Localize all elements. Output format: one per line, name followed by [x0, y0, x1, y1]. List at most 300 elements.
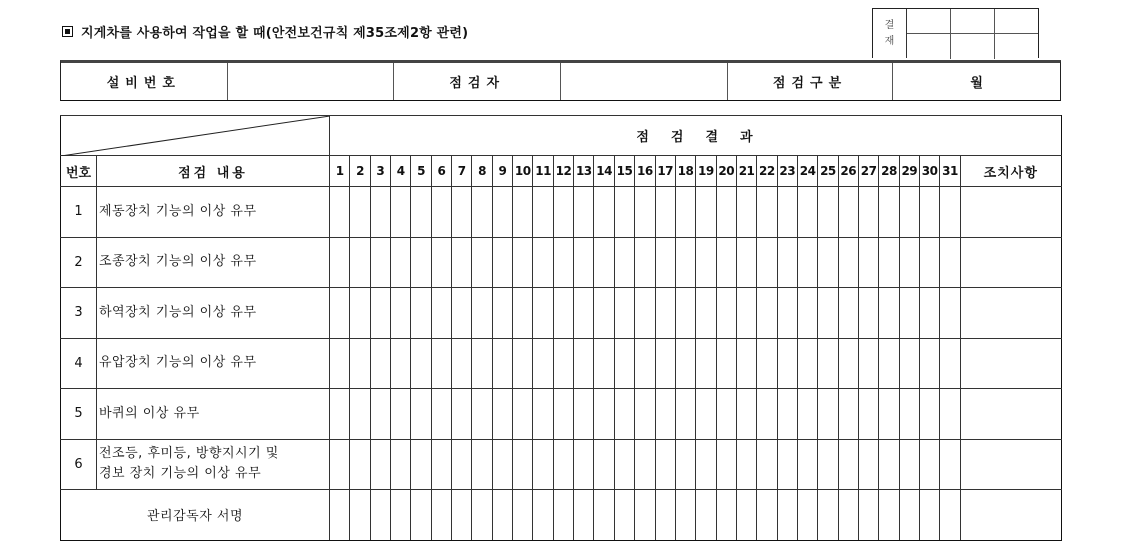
day-check-cell[interactable] — [736, 187, 756, 238]
day-check-cell[interactable] — [614, 389, 634, 440]
day-check-cell[interactable] — [940, 439, 960, 490]
day-column-header: 6 — [431, 156, 451, 187]
row-content: 하역장치 기능의 이상 유무 — [97, 288, 330, 339]
day-check-cell[interactable] — [350, 338, 370, 389]
day-check-cell[interactable] — [858, 237, 878, 288]
day-check-cell[interactable] — [675, 439, 695, 490]
day-check-cell[interactable] — [492, 490, 512, 541]
day-check-cell[interactable] — [635, 288, 655, 339]
day-check-cell[interactable] — [350, 187, 370, 238]
day-check-cell[interactable] — [716, 490, 736, 541]
row-content: 제동장치 기능의 이상 유무 — [97, 187, 330, 238]
day-check-cell[interactable] — [818, 288, 838, 339]
day-check-cell[interactable] — [350, 439, 370, 490]
day-check-cell[interactable] — [350, 389, 370, 440]
day-check-cell[interactable] — [513, 237, 533, 288]
day-check-cell[interactable] — [614, 187, 634, 238]
day-check-cell[interactable] — [553, 439, 573, 490]
day-check-cell[interactable] — [553, 338, 573, 389]
approval-sign-cell-1-top[interactable] — [907, 9, 951, 34]
day-check-cell[interactable] — [736, 338, 756, 389]
row-number: 2 — [61, 237, 97, 288]
day-column-header: 27 — [858, 156, 878, 187]
day-check-cell[interactable] — [838, 187, 858, 238]
day-check-cell[interactable] — [777, 237, 797, 288]
day-check-cell[interactable] — [574, 389, 594, 440]
day-check-cell[interactable] — [919, 187, 939, 238]
day-check-cell[interactable] — [594, 338, 614, 389]
day-check-cell[interactable] — [655, 237, 675, 288]
day-check-cell[interactable] — [940, 338, 960, 389]
day-check-cell[interactable] — [594, 439, 614, 490]
day-check-cell[interactable] — [370, 439, 390, 490]
day-check-cell[interactable] — [635, 187, 655, 238]
day-check-cell[interactable] — [574, 187, 594, 238]
day-check-cell[interactable] — [655, 490, 675, 541]
day-check-cell[interactable] — [472, 237, 492, 288]
day-check-cell[interactable] — [635, 338, 655, 389]
day-check-cell[interactable] — [492, 439, 512, 490]
day-check-cell[interactable] — [411, 187, 431, 238]
day-column-header: 21 — [736, 156, 756, 187]
day-check-cell[interactable] — [655, 439, 675, 490]
day-check-cell[interactable] — [797, 187, 817, 238]
day-check-cell[interactable] — [838, 439, 858, 490]
day-check-cell[interactable] — [533, 237, 553, 288]
day-check-cell[interactable] — [655, 338, 675, 389]
approval-sign-cell-2-top[interactable] — [951, 9, 995, 34]
day-check-cell[interactable] — [797, 338, 817, 389]
day-check-cell[interactable] — [675, 338, 695, 389]
diagonal-header-cell — [61, 116, 330, 156]
day-check-cell[interactable] — [736, 490, 756, 541]
day-check-cell[interactable] — [553, 187, 573, 238]
day-check-cell[interactable] — [370, 288, 390, 339]
day-check-cell[interactable] — [838, 338, 858, 389]
action-cell[interactable] — [960, 187, 1061, 238]
day-check-cell[interactable] — [553, 288, 573, 339]
day-check-cell[interactable] — [452, 237, 472, 288]
inspection-type-value[interactable]: 월 — [970, 76, 983, 91]
day-column-header: 11 — [533, 156, 553, 187]
approval-sign-cell-3-bottom[interactable] — [995, 34, 1038, 59]
day-check-cell[interactable] — [513, 288, 533, 339]
day-column-header: 5 — [411, 156, 431, 187]
day-check-cell[interactable] — [675, 490, 695, 541]
day-check-cell[interactable] — [919, 338, 939, 389]
day-check-cell[interactable] — [574, 288, 594, 339]
day-column-header: 26 — [838, 156, 858, 187]
row-number: 1 — [61, 187, 97, 238]
day-check-cell[interactable] — [818, 338, 838, 389]
row-content: 조종장치 기능의 이상 유무 — [97, 237, 330, 288]
day-check-cell[interactable] — [513, 389, 533, 440]
signature-row — [61, 490, 1062, 541]
day-check-cell[interactable] — [757, 389, 777, 440]
day-check-cell[interactable] — [472, 288, 492, 339]
supervisor-signature-label: 관리감독자 서명 — [61, 490, 330, 541]
day-check-cell[interactable] — [696, 237, 716, 288]
day-check-cell[interactable] — [696, 187, 716, 238]
day-check-cell[interactable] — [411, 288, 431, 339]
day-column-header: 29 — [899, 156, 919, 187]
day-check-cell[interactable] — [635, 439, 655, 490]
day-check-cell[interactable] — [411, 389, 431, 440]
day-column-header: 19 — [696, 156, 716, 187]
action-cell[interactable] — [960, 237, 1061, 288]
day-check-cell[interactable] — [899, 439, 919, 490]
day-check-cell[interactable] — [675, 389, 695, 440]
day-check-cell[interactable] — [899, 490, 919, 541]
day-check-cell[interactable] — [736, 288, 756, 339]
day-check-cell[interactable] — [757, 237, 777, 288]
table-row — [61, 288, 1062, 339]
day-check-cell[interactable] — [797, 439, 817, 490]
day-check-cell[interactable] — [777, 187, 797, 238]
column-header-content: 점검 내용 — [97, 156, 330, 187]
day-check-cell[interactable] — [411, 490, 431, 541]
day-check-cell[interactable] — [919, 237, 939, 288]
day-check-cell[interactable] — [350, 237, 370, 288]
day-column-header: 25 — [818, 156, 838, 187]
day-check-cell[interactable] — [513, 490, 533, 541]
table-row — [61, 237, 1062, 288]
day-check-cell[interactable] — [696, 490, 716, 541]
day-check-cell[interactable] — [574, 237, 594, 288]
day-check-cell[interactable] — [614, 338, 634, 389]
day-check-cell[interactable] — [940, 490, 960, 541]
day-check-cell[interactable] — [675, 237, 695, 288]
day-column-header: 2 — [350, 156, 370, 187]
day-check-cell[interactable] — [431, 237, 451, 288]
approval-sign-cell-1-bottom[interactable] — [907, 34, 951, 59]
approval-box — [872, 8, 1039, 58]
day-check-cell[interactable] — [940, 288, 960, 339]
day-check-cell[interactable] — [899, 338, 919, 389]
day-check-cell[interactable] — [330, 439, 350, 490]
day-column-header: 4 — [391, 156, 411, 187]
day-check-cell[interactable] — [818, 490, 838, 541]
inspection-table — [60, 115, 1062, 541]
day-check-cell[interactable] — [370, 338, 390, 389]
day-check-cell[interactable] — [472, 187, 492, 238]
day-check-cell[interactable] — [452, 389, 472, 440]
day-check-cell[interactable] — [452, 288, 472, 339]
day-check-cell[interactable] — [818, 187, 838, 238]
day-check-cell[interactable] — [838, 490, 858, 541]
day-column-header: 31 — [940, 156, 960, 187]
row-number: 6 — [61, 439, 97, 490]
day-check-cell[interactable] — [858, 338, 878, 389]
day-check-cell[interactable] — [858, 389, 878, 440]
day-check-cell[interactable] — [594, 389, 614, 440]
action-cell[interactable] — [960, 439, 1061, 490]
row-number: 3 — [61, 288, 97, 339]
day-check-cell[interactable] — [452, 187, 472, 238]
day-check-cell[interactable] — [513, 439, 533, 490]
form-title-text: 지게차를 사용하여 작업을 할 때(안전보건규칙 제35조제2항 관련) — [81, 26, 469, 41]
day-check-cell[interactable] — [818, 237, 838, 288]
day-check-cell[interactable] — [553, 490, 573, 541]
day-column-header: 15 — [614, 156, 634, 187]
day-column-header: 18 — [675, 156, 695, 187]
day-check-cell[interactable] — [858, 288, 878, 339]
day-check-cell[interactable] — [370, 389, 390, 440]
day-check-cell[interactable] — [431, 389, 451, 440]
day-check-cell[interactable] — [553, 237, 573, 288]
form-title — [62, 22, 468, 41]
day-check-cell[interactable] — [330, 389, 350, 440]
day-check-cell[interactable] — [614, 288, 634, 339]
day-check-cell[interactable] — [757, 490, 777, 541]
day-column-header: 3 — [370, 156, 390, 187]
day-check-cell[interactable] — [899, 389, 919, 440]
day-check-cell[interactable] — [431, 187, 451, 238]
inspector-field[interactable] — [561, 63, 728, 100]
day-check-cell[interactable] — [757, 338, 777, 389]
day-check-cell[interactable] — [370, 187, 390, 238]
day-check-cell[interactable] — [716, 288, 736, 339]
day-check-cell[interactable] — [594, 187, 614, 238]
day-check-cell[interactable] — [533, 490, 553, 541]
day-column-header: 17 — [655, 156, 675, 187]
day-check-cell[interactable] — [370, 237, 390, 288]
square-bullet-icon — [62, 26, 73, 37]
day-check-cell[interactable] — [411, 338, 431, 389]
day-check-cell[interactable] — [431, 490, 451, 541]
column-header-action: 조치사항 — [960, 156, 1061, 187]
day-check-cell[interactable] — [940, 389, 960, 440]
day-check-cell[interactable] — [818, 439, 838, 490]
day-check-cell[interactable] — [614, 490, 634, 541]
day-check-cell[interactable] — [492, 338, 512, 389]
day-check-cell[interactable] — [614, 237, 634, 288]
day-check-cell[interactable] — [574, 439, 594, 490]
day-column-header: 7 — [452, 156, 472, 187]
day-check-cell[interactable] — [391, 338, 411, 389]
day-check-cell[interactable] — [635, 490, 655, 541]
day-check-cell[interactable] — [330, 288, 350, 339]
day-check-cell[interactable] — [696, 439, 716, 490]
day-check-cell[interactable] — [492, 187, 512, 238]
day-check-cell[interactable] — [614, 439, 634, 490]
day-check-cell[interactable] — [492, 389, 512, 440]
day-check-cell[interactable] — [940, 237, 960, 288]
day-check-cell[interactable] — [838, 237, 858, 288]
day-check-cell[interactable] — [431, 288, 451, 339]
row-content: 유압장치 기능의 이상 유무 — [97, 338, 330, 389]
day-check-cell[interactable] — [472, 439, 492, 490]
day-check-cell[interactable] — [655, 288, 675, 339]
action-cell[interactable] — [960, 338, 1061, 389]
day-check-cell[interactable] — [777, 389, 797, 440]
day-check-cell[interactable] — [675, 187, 695, 238]
table-row — [61, 187, 1062, 238]
day-check-cell[interactable] — [655, 187, 675, 238]
day-column-header: 9 — [492, 156, 512, 187]
day-check-cell[interactable] — [350, 288, 370, 339]
day-check-cell[interactable] — [919, 490, 939, 541]
day-check-cell[interactable] — [655, 389, 675, 440]
day-check-cell[interactable] — [574, 490, 594, 541]
day-check-cell[interactable] — [411, 237, 431, 288]
day-column-header: 1 — [330, 156, 350, 187]
approval-sign-cell-3-top[interactable] — [995, 9, 1038, 34]
day-check-cell[interactable] — [797, 288, 817, 339]
action-cell[interactable] — [960, 288, 1061, 339]
day-check-cell[interactable] — [492, 237, 512, 288]
day-check-cell[interactable] — [736, 389, 756, 440]
day-check-cell[interactable] — [330, 187, 350, 238]
day-column-header: 13 — [574, 156, 594, 187]
day-check-cell[interactable] — [757, 288, 777, 339]
day-column-header: 10 — [513, 156, 533, 187]
day-check-cell[interactable] — [858, 439, 878, 490]
day-column-header: 16 — [635, 156, 655, 187]
day-check-cell[interactable] — [675, 288, 695, 339]
day-check-cell[interactable] — [533, 338, 553, 389]
day-check-cell[interactable] — [879, 288, 899, 339]
day-check-cell[interactable] — [879, 490, 899, 541]
day-check-cell[interactable] — [879, 439, 899, 490]
equipment-number-field[interactable] — [228, 63, 395, 100]
equipment-number-label: 설비번호 — [61, 63, 228, 100]
day-check-cell[interactable] — [696, 389, 716, 440]
day-check-cell[interactable] — [391, 187, 411, 238]
day-check-cell[interactable] — [635, 389, 655, 440]
action-cell[interactable] — [960, 389, 1061, 440]
table-row — [61, 389, 1062, 440]
day-column-header: 12 — [553, 156, 573, 187]
day-check-cell[interactable] — [452, 338, 472, 389]
day-check-cell[interactable] — [919, 389, 939, 440]
day-check-cell[interactable] — [472, 338, 492, 389]
day-check-cell[interactable] — [818, 389, 838, 440]
day-check-cell[interactable] — [696, 288, 716, 339]
day-column-header: 20 — [716, 156, 736, 187]
day-check-cell[interactable] — [635, 237, 655, 288]
row-number: 5 — [61, 389, 97, 440]
day-check-cell[interactable] — [330, 490, 350, 541]
day-check-cell[interactable] — [492, 288, 512, 339]
day-check-cell[interactable] — [838, 288, 858, 339]
day-check-cell[interactable] — [411, 439, 431, 490]
day-check-cell[interactable] — [716, 338, 736, 389]
day-column-header: 22 — [757, 156, 777, 187]
inspection-type-label: 점검구분 — [728, 63, 894, 100]
day-check-cell[interactable] — [899, 288, 919, 339]
day-check-cell[interactable] — [472, 389, 492, 440]
day-check-cell[interactable] — [736, 439, 756, 490]
day-check-cell[interactable] — [452, 439, 472, 490]
day-column-header: 23 — [777, 156, 797, 187]
day-column-header: 24 — [797, 156, 817, 187]
day-check-cell[interactable] — [757, 439, 777, 490]
day-check-cell[interactable] — [533, 439, 553, 490]
day-check-cell[interactable] — [838, 389, 858, 440]
day-check-cell[interactable] — [736, 237, 756, 288]
approval-label: 결 재 — [873, 9, 907, 58]
day-check-cell[interactable] — [919, 439, 939, 490]
approval-sign-cell-2-bottom[interactable] — [951, 34, 995, 59]
action-cell[interactable] — [960, 490, 1061, 541]
diagonal-line-icon — [61, 116, 330, 156]
day-check-cell[interactable] — [899, 237, 919, 288]
day-check-cell[interactable] — [391, 439, 411, 490]
day-check-cell[interactable] — [370, 490, 390, 541]
day-check-cell[interactable] — [940, 187, 960, 238]
day-check-cell[interactable] — [533, 187, 553, 238]
day-check-cell[interactable] — [899, 187, 919, 238]
day-check-cell[interactable] — [797, 389, 817, 440]
inspection-results-header: 점검결과 — [330, 116, 1062, 156]
day-check-cell[interactable] — [513, 338, 533, 389]
day-check-cell[interactable] — [391, 490, 411, 541]
day-column-header: 30 — [919, 156, 939, 187]
day-check-cell[interactable] — [391, 237, 411, 288]
table-row — [61, 338, 1062, 389]
day-check-cell[interactable] — [858, 490, 878, 541]
row-content: 전조등, 후미등, 방향지시기 및 경보 장치 기능의 이상 유무 — [97, 439, 330, 490]
day-check-cell[interactable] — [716, 237, 736, 288]
day-check-cell[interactable] — [330, 338, 350, 389]
day-check-cell[interactable] — [472, 490, 492, 541]
day-check-cell[interactable] — [777, 490, 797, 541]
day-check-cell[interactable] — [797, 490, 817, 541]
day-check-cell[interactable] — [553, 389, 573, 440]
row-number: 4 — [61, 338, 97, 389]
inspector-label: 점검자 — [394, 63, 561, 100]
day-check-cell[interactable] — [879, 187, 899, 238]
day-check-cell[interactable] — [391, 389, 411, 440]
day-check-cell[interactable] — [919, 288, 939, 339]
info-row — [60, 60, 1061, 101]
day-check-cell[interactable] — [879, 338, 899, 389]
day-check-cell[interactable] — [777, 288, 797, 339]
day-check-cell[interactable] — [452, 490, 472, 541]
day-check-cell[interactable] — [797, 237, 817, 288]
day-check-cell[interactable] — [777, 338, 797, 389]
row-content: 바퀴의 이상 유무 — [97, 389, 330, 440]
day-check-cell[interactable] — [879, 389, 899, 440]
day-check-cell[interactable] — [777, 439, 797, 490]
day-check-cell[interactable] — [858, 187, 878, 238]
day-check-cell[interactable] — [594, 237, 614, 288]
day-check-cell[interactable] — [513, 187, 533, 238]
day-check-cell[interactable] — [574, 338, 594, 389]
day-check-cell[interactable] — [879, 237, 899, 288]
day-check-cell[interactable] — [431, 338, 451, 389]
day-column-header: 14 — [594, 156, 614, 187]
day-check-cell[interactable] — [431, 439, 451, 490]
day-check-cell[interactable] — [716, 389, 736, 440]
column-header-number: 번호 — [61, 156, 97, 187]
day-check-cell[interactable] — [391, 288, 411, 339]
day-check-cell[interactable] — [594, 490, 614, 541]
day-check-cell[interactable] — [716, 187, 736, 238]
day-check-cell[interactable] — [533, 389, 553, 440]
day-column-header: 28 — [879, 156, 899, 187]
day-check-cell[interactable] — [716, 439, 736, 490]
day-check-cell[interactable] — [330, 237, 350, 288]
day-check-cell[interactable] — [594, 288, 614, 339]
day-check-cell[interactable] — [696, 338, 716, 389]
day-check-cell[interactable] — [533, 288, 553, 339]
day-check-cell[interactable] — [350, 490, 370, 541]
day-column-header: 8 — [472, 156, 492, 187]
table-row — [61, 439, 1062, 490]
day-check-cell[interactable] — [757, 187, 777, 238]
